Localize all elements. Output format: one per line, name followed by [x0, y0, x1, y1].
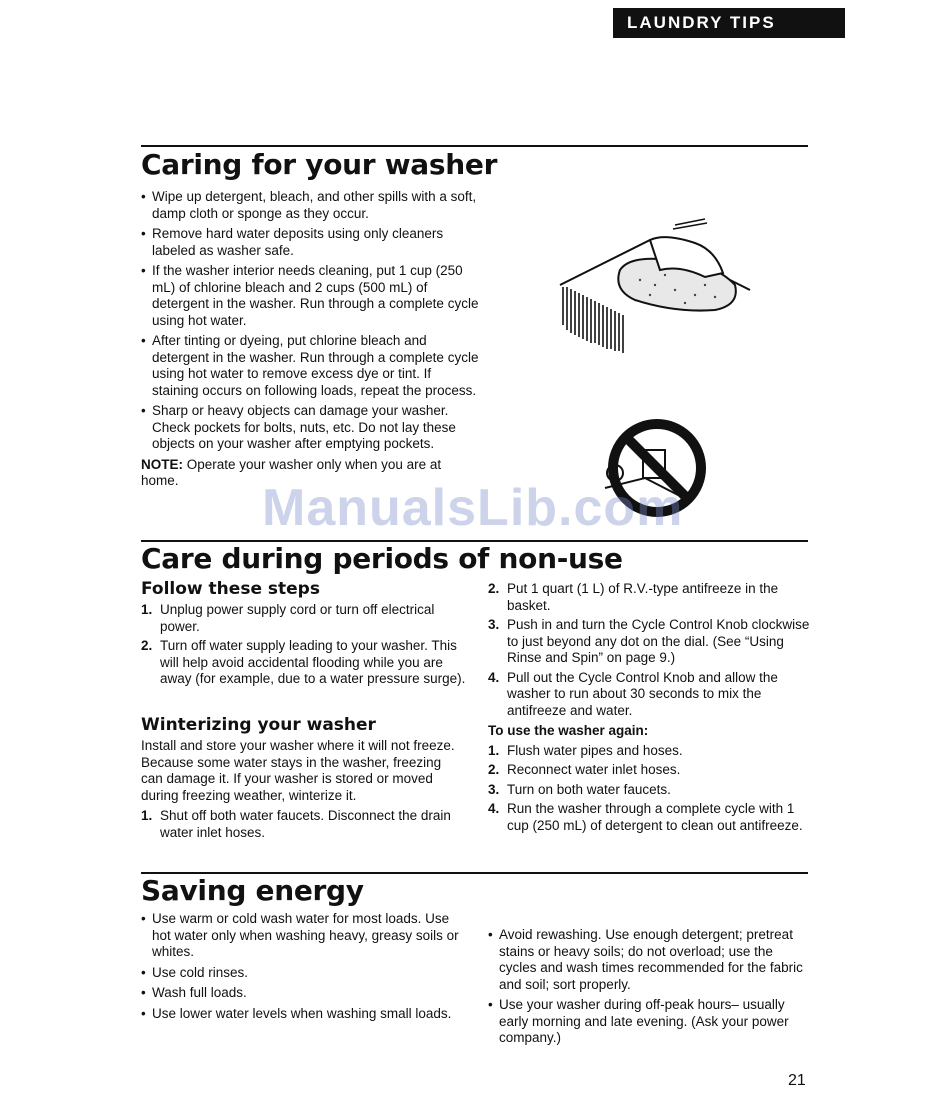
energy-left-bullets — [141, 911, 461, 1022]
winterizing-intro: Install and store your washer where it will not freeze. Because some water stays in the washer, freezing can damage it. If your washer is stored or moved during freezing weather, winterize it. — [141, 738, 455, 803]
energy-right-bullets — [488, 927, 808, 1047]
use-again-step: 4. Run the washer through a complete cycle with 1 cup (250 mL) of detergent to clean out antifreeze. — [488, 801, 803, 833]
follow-step: 1. Unplug power supply cord or turn off electrical power. — [141, 602, 435, 634]
energy-bullet: • Avoid rewashing. Use enough detergent; pretreat stains or heavy soils; do not overload; use the cycles and wash times recommended for the fabric and soil; sort properly. — [488, 927, 808, 993]
use-again-step: 2. Reconnect water inlet hoses. — [488, 762, 681, 777]
use-again-step: 1. Flush water pipes and hoses. — [488, 742, 683, 758]
caring-bullet: • After tinting or dyeing, put chlorine bleach and detergent in the washer. Run through a complete cycle using hot water to remove excess dye or tint. If staining occurs on following loads, repeat the process. — [141, 333, 481, 399]
energy-bullet: • Use your washer during off-peak hours– usually early morning and late evening. (Ask your power company.) — [488, 997, 808, 1047]
section-header-tab: LAUNDRY TIPS — [613, 8, 845, 38]
winterizing-title: Winterizing your washer — [141, 715, 376, 735]
caring-bullet: • Remove hard water deposits using only cleaners labeled as washer safe. — [141, 226, 481, 259]
caring-section-title: Caring for your washer — [141, 148, 498, 181]
follow-steps-column — [141, 602, 466, 691]
winterizing-step: 4. Pull out the Cycle Control Knob and allow the washer to run about 30 seconds to mix the antifreeze and water. — [488, 669, 778, 718]
note-text: Operate your washer only when you are at home. — [141, 456, 442, 488]
energy-section-title: Saving energy — [141, 874, 364, 907]
use-again-title: To use the washer again: — [488, 723, 649, 738]
winterizing-steps-continued — [488, 581, 813, 719]
caring-bullet: • Sharp or heavy objects can damage your washer. Check pockets for bolts, nuts, etc. Do not lay these objects on your washer after emptying pockets. — [141, 403, 481, 453]
use-again-steps-list — [488, 743, 813, 835]
energy-bullet: • Use warm or cold wash water for most loads. Use hot water only when washing heavy, greasy soils or whites. — [141, 911, 461, 961]
caring-bullet-list — [141, 189, 481, 453]
winterizing-step: 1. Shut off both water faucets. Disconnect the drain water inlet hoses. — [141, 808, 451, 840]
wiping-washer-illustration — [555, 215, 755, 355]
note-label: NOTE: — [141, 456, 183, 472]
page-number: 21 — [788, 1072, 806, 1089]
watermark: ManualsLib.com — [262, 479, 684, 537]
nonuse-right-column — [488, 581, 813, 837]
energy-bullet: • Use cold rinses. — [141, 965, 461, 982]
winterizing-steps-list — [141, 808, 466, 841]
caring-bullet: • Wipe up detergent, bleach, and other spills with a soft, damp cloth or sponge as they occur. — [141, 189, 481, 222]
energy-right-column — [488, 927, 808, 1051]
energy-bullet: • Use lower water levels when washing small loads. — [141, 1006, 461, 1023]
follow-steps-list — [141, 602, 466, 688]
caring-bullet: • If the washer interior needs cleaning, put 1 cup (250 mL) of chlorine bleach and 2 cups (500 mL) of detergent in the washer. Run through a complete cycle using hot water. — [141, 263, 481, 329]
energy-bullet: • Wash full loads. — [141, 985, 461, 1002]
caring-content — [141, 189, 481, 494]
energy-left-column — [141, 911, 461, 1026]
use-again-step: 3. Turn on both water faucets. — [488, 781, 671, 797]
follow-step: 2. Turn off water supply leading to your washer. This will help avoid accidental flooding while you are away (for example, due to a water pressure surge). — [141, 638, 466, 686]
winterizing-step: 2. Put 1 quart (1 L) of R.V.-type antifreeze in the basket. — [488, 581, 779, 613]
nonuse-section-title: Care during periods of non-use — [141, 542, 623, 575]
follow-steps-title: Follow these steps — [141, 579, 320, 599]
section-divider — [141, 145, 808, 147]
winterizing-column — [141, 738, 466, 844]
winterizing-step: 3. Push in and turn the Cycle Control Knob clockwise to just beyond any dot on the dial. (See “Using Rinse and Spin” on page 9.) — [488, 617, 810, 665]
